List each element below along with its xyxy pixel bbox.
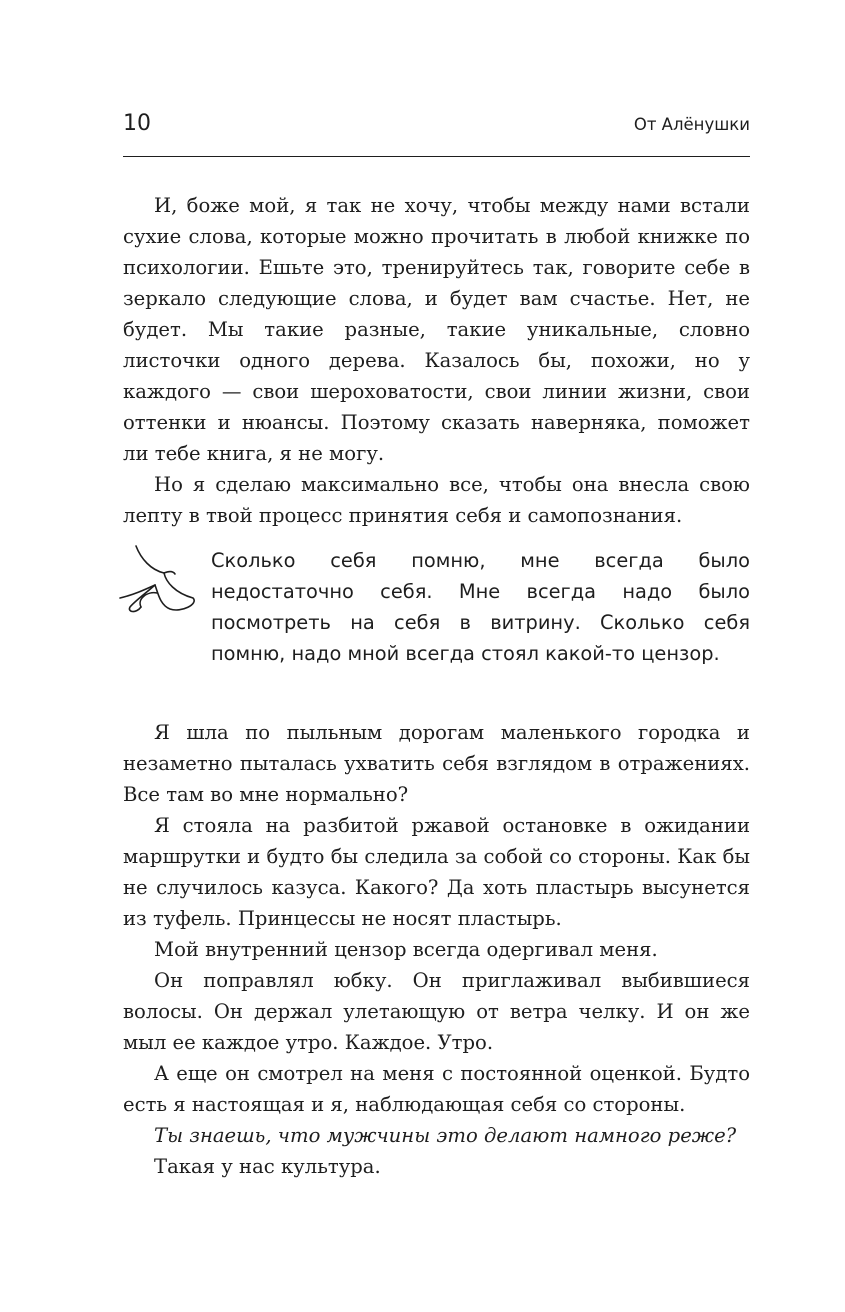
paragraph: Такая у нас культура. [154, 1155, 381, 1178]
paragraph: Мой внутренний цензор всегда одергивал меня. [154, 938, 658, 961]
paragraph: Он поправлял юбку. Он приглаживал выбившиеся волосы. Он держал улетающую от ветра челку. И он же мыл ее каждое утро. Каждое. Утро. [123, 969, 750, 1054]
paragraph: А еще он смотрел на меня с постоянной оценкой. Будто есть я настоящая и я, наблюдающая себя со стороны. [123, 1062, 750, 1116]
paragraph: И, боже мой, я так не хочу, чтобы между нами встали сухие слова, которые можно прочитать в любой книжке по психологии. Ешьте это, тренируйтесь так, говорите себе в зеркало следующие слова, и будет вам счастье. Нет, не будет. Мы такие разные, такие уникальные, словно листочки одного дерева. Казалось бы, похожи, но у каждого — свои шероховатости, свои линии жизни, свои оттенки и нюансы. Поэтому сказать наверняка, поможет ли тебе книга, я не могу. [123, 194, 750, 465]
body-text-block-one [123, 190, 750, 531]
page-header [123, 108, 750, 157]
bird-icon [117, 543, 197, 617]
paragraph: Но я сделаю максимально все, чтобы она внесла свою лепту в твой процесс принятия себя и самопознания. [123, 473, 750, 527]
paragraph: Я стояла на разбитой ржавой остановке в ожидании маршрутки и будто бы следила за собой со стороны. Как бы не случилось казуса. Какого? Да хоть пластырь высунется из туфель. Принцессы не носят пластырь. [123, 814, 750, 930]
body-text-block-two [123, 717, 750, 1182]
epigraph-text: Сколько себя помню, мне всегда было недостаточно себя. Мне всегда надо было посмотреть на себя в витрину. Сколько себя помню, надо мной всегда стоял какой-то цензор. [211, 549, 750, 665]
italic-paragraph: Ты знаешь, что мужчины это делают намного реже? [154, 1124, 737, 1147]
epigraph [211, 545, 750, 669]
page-number: 10 [123, 111, 151, 136]
paragraph: Я шла по пыльным дорогам маленького городка и незаметно пыталась ухватить себя взглядом в отражениях. Все там во мне нормально? [123, 721, 750, 806]
running-title: От Алёнушки [633, 115, 750, 134]
